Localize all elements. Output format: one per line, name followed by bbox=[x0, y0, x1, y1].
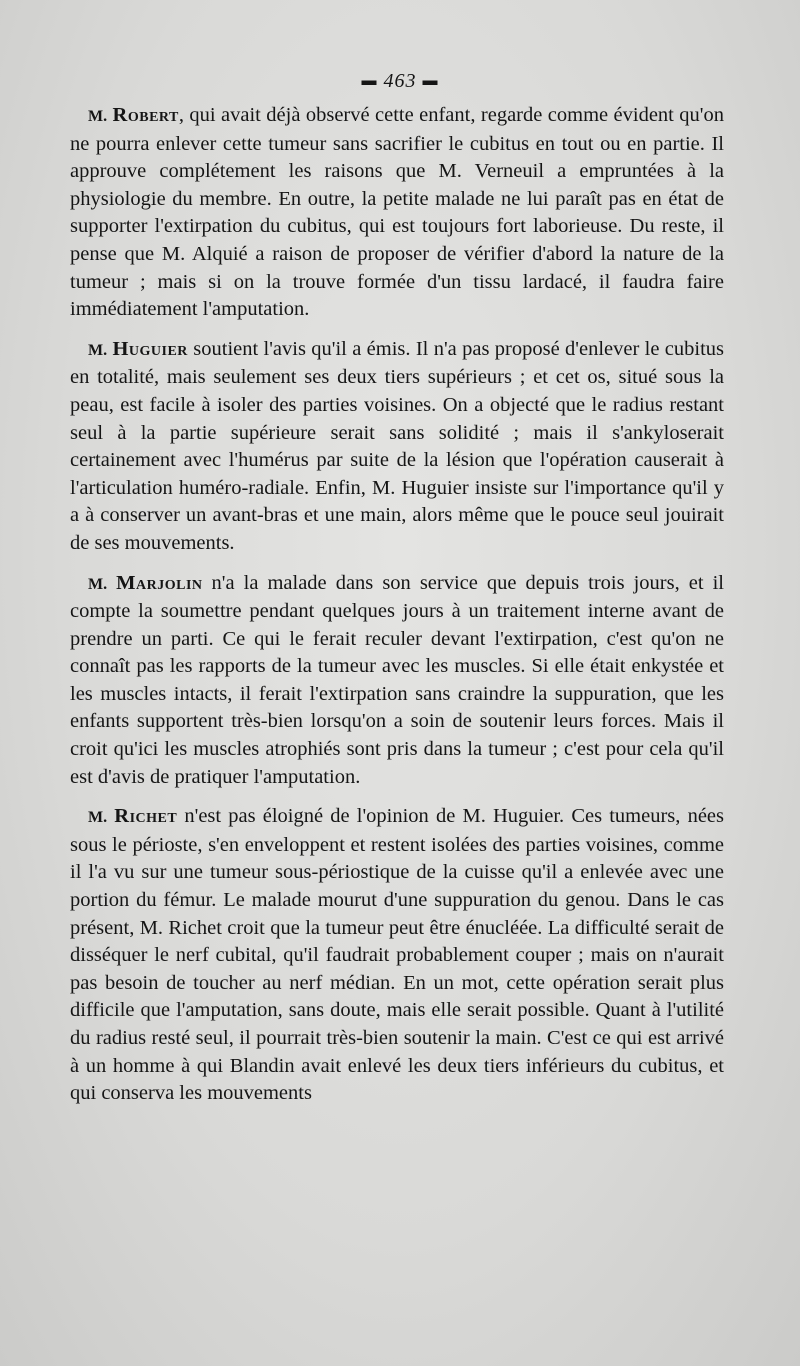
left-ornament-dash: ▬ bbox=[361, 73, 378, 89]
right-ornament-dash: ▬ bbox=[422, 73, 439, 89]
paragraph-huguier bbox=[70, 336, 724, 558]
page-body bbox=[70, 102, 724, 1108]
speaker-title: M. bbox=[88, 575, 108, 593]
speaker-title: M. bbox=[88, 341, 108, 359]
page-number-header bbox=[0, 70, 800, 93]
paragraph-richet bbox=[70, 803, 724, 1108]
speaker-name-robert: Robert bbox=[112, 104, 179, 126]
speaker-title: M. bbox=[88, 809, 108, 827]
paragraph-text: , qui avait déjà observé cette enfant, regarde comme évident qu'on ne pourra enlever cette tumeur sans sacrifier le cubitus en tout ou en partie. Il approuve complétement les raisons que M. Verneuil a empruntées à la physiologie du membre. En outre, la petite malade ne lui paraît pas en état de supporter l'extirpation du cubitus, qui est toujours fort laborieuse. Du reste, il pense que M. Alquié a raison de proposer de vérifier d'abord la nature de la tumeur ; mais si on la trouve formée d'un tissu lardacé, il faudra faire immédiatement l'amputation. bbox=[70, 104, 724, 321]
paragraph-text: n'est pas éloigné de l'opinion de M. Huguier. Ces tumeurs, nées sous le périoste, s'en enveloppent et restent isolées des parties voisines, comme il l'a vu sur une tumeur sous-périostique de la cuisse qu'il a enlevée avec une portion du fémur. Le malade mourut d'une suppuration du genou. Dans le cas présent, M. Richet croit que la tumeur peut être énucléée. La difficulté serait de disséquer le nerf cubital, qu'il faudrait probablement couper ; mais on n'aurait pas besoin de toucher au nerf médian. En un mot, cette opération serait plus difficile que l'amputation, sans doute, mais elle serait possible. Quant à l'utilité du radius resté seul, il pourrait très-bien soutenir la main. C'est ce qui est arrivé à un homme à qui Blandin avait enlevé les deux tiers inférieurs du cubitus, et qui conserva les mouvements bbox=[70, 805, 724, 1105]
paragraph-robert bbox=[70, 102, 724, 324]
paragraph-text: soutient l'avis qu'il a émis. Il n'a pas proposé d'enlever le cubitus en totalité, mais seulement ses deux tiers supérieurs ; et cet os, situé sous la peau, est facile à isoler des parties voisines. On a objecté que le radius restant seul à la partie supérieure serait sans solidité ; mais il s'ankyloserait certainement avec l'humérus par suite de la lésion que l'opération causerait à l'articulation huméro-radiale. Enfin, M. Huguier insiste sur l'importance qu'il y a à conserver un avant-bras et une main, alors même que le pouce seul jouirait de ses mouvements. bbox=[70, 337, 725, 554]
paragraph-text: n'a la malade dans son service que depuis trois jours, et il compte la soumettre pendant quelques jours à un traitement interne avant de prendre un parti. Ce qui le ferait reculer devant l'extirpation, c'est qu'on ne connaît pas les rapports de la tumeur avec les muscles. Si elle était enkystée et les muscles intacts, il ferait l'extirpation sans craindre la suppuration, que les enfants supportent très-bien lorsqu'on a soin de soutenir leurs forces. Mais il croit qu'ici les muscles atrophiés sont pris dans la tumeur ; c'est pour cela qu'il est d'avis de pratiquer l'amputation. bbox=[70, 571, 724, 788]
speaker-name-huguier: Huguier bbox=[112, 337, 188, 360]
speaker-name-marjolin: Marjolin bbox=[116, 571, 203, 594]
paragraph-marjolin bbox=[70, 570, 724, 792]
speaker-title: M. bbox=[88, 108, 108, 125]
page-number: 463 bbox=[383, 70, 417, 92]
speaker-name-richet: Richet bbox=[114, 805, 178, 828]
